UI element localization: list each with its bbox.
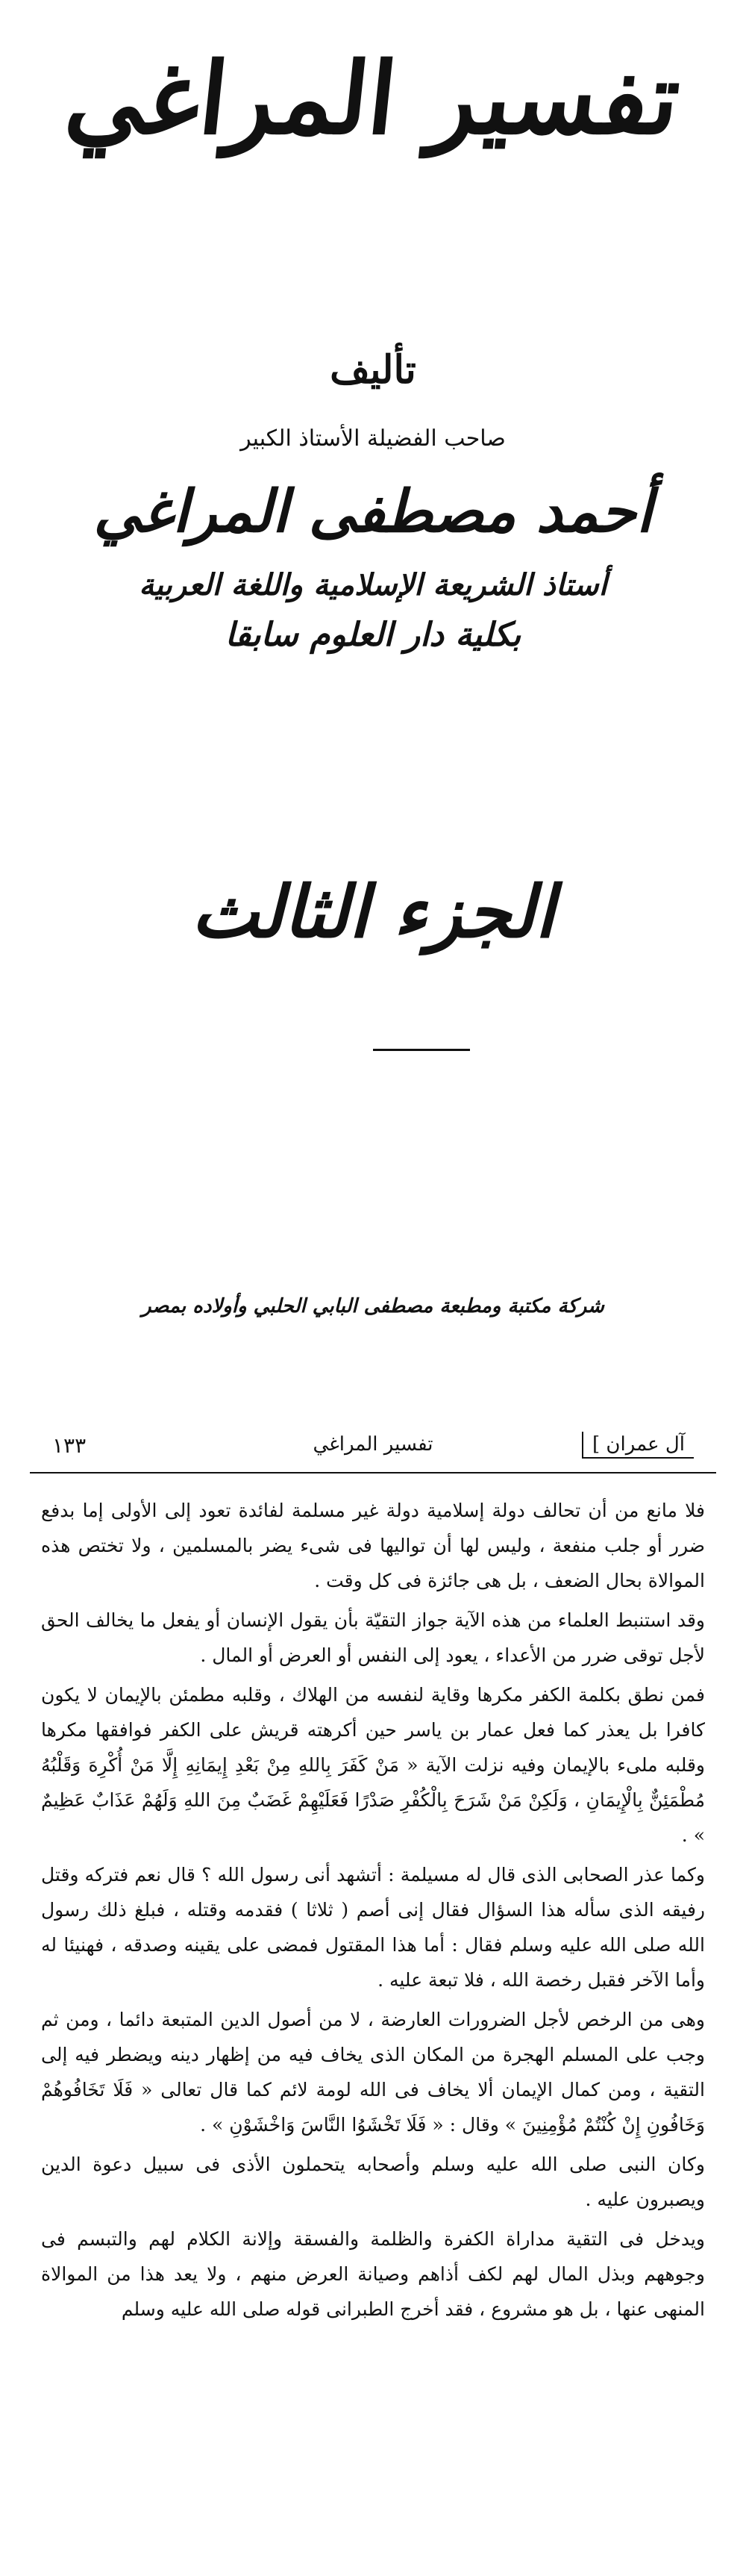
chapter-name: آل عمران ]	[582, 1432, 694, 1459]
page-number: ١٣٣	[52, 1433, 87, 1458]
author-label: تأليف	[330, 347, 416, 393]
author-position-line1: أستاذ الشريعة الإسلامية واللغة العربية	[139, 567, 607, 602]
paragraph: وكان النبى صلى الله عليه وسلم وأصحابه يتحملون الأذى فى سبيل دعوة الدين ويصبرون عليه .	[41, 2154, 705, 2210]
paragraph: فلا مانع من أن تحالف دولة إسلامية دولة غير مسلمة لفائدة تعود إلى الأولى إما بدفع ضرر أو جلب منفعة ، وليس لها أن تواليها فى شىء يضر بالمسلمين ، ولا تختص هذه الموالاة بحال الضعف ، بل هى جائزة فى كل وقت .	[41, 1500, 705, 1591]
author-position-line2: بكلية دار العلوم سابقا	[225, 616, 521, 654]
divider-rule	[373, 1049, 470, 1051]
paragraph: ويدخل فى التقية مداراة الكفرة والظلمة والفسقة وإلانة الكلام لهم والتبسم فى وجوههم وبذل المال لهم لكف أذاهم وصيانة العرض منهم ، ولا يعد هذا من الموالاة المنهى عنها ، بل هو مشروع ، فقد أخرج الطبرانى قوله صلى الله عليه وسلم	[41, 2228, 705, 2320]
body-text	[41, 1493, 705, 2331]
header-book-title: تفسير المراغي	[313, 1433, 433, 1456]
volume-title: الجزء الثالث	[191, 870, 555, 954]
book-title: تفسير المراغي	[60, 41, 686, 157]
paragraph: فمن نطق بكلمة الكفر مكرها وقاية لنفسه من الهلاك ، وقلبه مطمئن بالإيمان لا يكون كافرا بل يعذر كما فعل عمار بن ياسر حين أكرهته قريش على الكفر فوافقها مكرها وقلبه ملىء بالإيمان وفيه نزلت الآية « مَنْ كَفَرَ بِاللهِ مِنْ بَعْدِ إِيمَانِهِ إِلَّا مَنْ أُكْرِهَ وَقَلْبُهُ مُطْمَئِنٌّ بِالْإِيمَانِ ، وَلَكِنْ مَنْ شَرَحَ بِالْكُفْرِ صَدْرًا فَعَلَيْهِمْ غَضَبٌ مِنَ اللهِ وَلَهُمْ عَذَابٌ عَظِيمٌ » .	[41, 1684, 705, 1846]
author-honorific: صاحب الفضيلة الأستاذ الكبير	[240, 425, 506, 452]
paragraph: وهى من الرخص لأجل الضرورات العارضة ، لا من أصول الدين المتبعة دائما ، ومن ثم وجب على المسلم الهجرة من المكان الذى يخاف فيه من إظهار دينه ويضطر فيه إلى التقية ، ومن كمال الإيمان ألا يخاف فى الله لومة لائم كما قال تعالى « فَلَا تَخَافُوهُمْ وَخَافُونِ إِنْ كُنْتُمْ مُؤْمِنِينَ » وقال : « فَلَا تَخْشَوُا النَّاسَ وَاخْشَوْنِ » .	[41, 2009, 705, 2136]
publisher-line: شركة مكتبة ومطبعة مصطفى البابي الحلبي وأولاده بمصر	[142, 1295, 604, 1317]
running-header	[30, 1427, 716, 1469]
header-rule	[30, 1472, 716, 1473]
author-name: أحمد مصطفى المراغي	[93, 478, 653, 546]
paragraph: وقد استنبط العلماء من هذه الآية جواز التقيّة بأن يقول الإنسان أو يفعل ما يخالف الحق لأجل توقى ضرر من الأعداء ، يعود إلى النفس أو العرض أو المال .	[41, 1609, 705, 1666]
paragraph: وكما عذر الصحابى الذى قال له مسيلمة : أتشهد أنى رسول الله ؟ قال نعم فتركه وقتل رفيقه الذى سأله هذا السؤال فقال إنى أصم ( ثلاثا ) فقدمه وقتله ، فبلغ ذلك رسول الله صلى الله عليه وسلم فقال : أما هذا المقتول فمضى على يقينه وصدقه ، فهنيئا له وأما الآخر فقبل رخصة الله ، فلا تبعة عليه .	[41, 1864, 705, 1991]
